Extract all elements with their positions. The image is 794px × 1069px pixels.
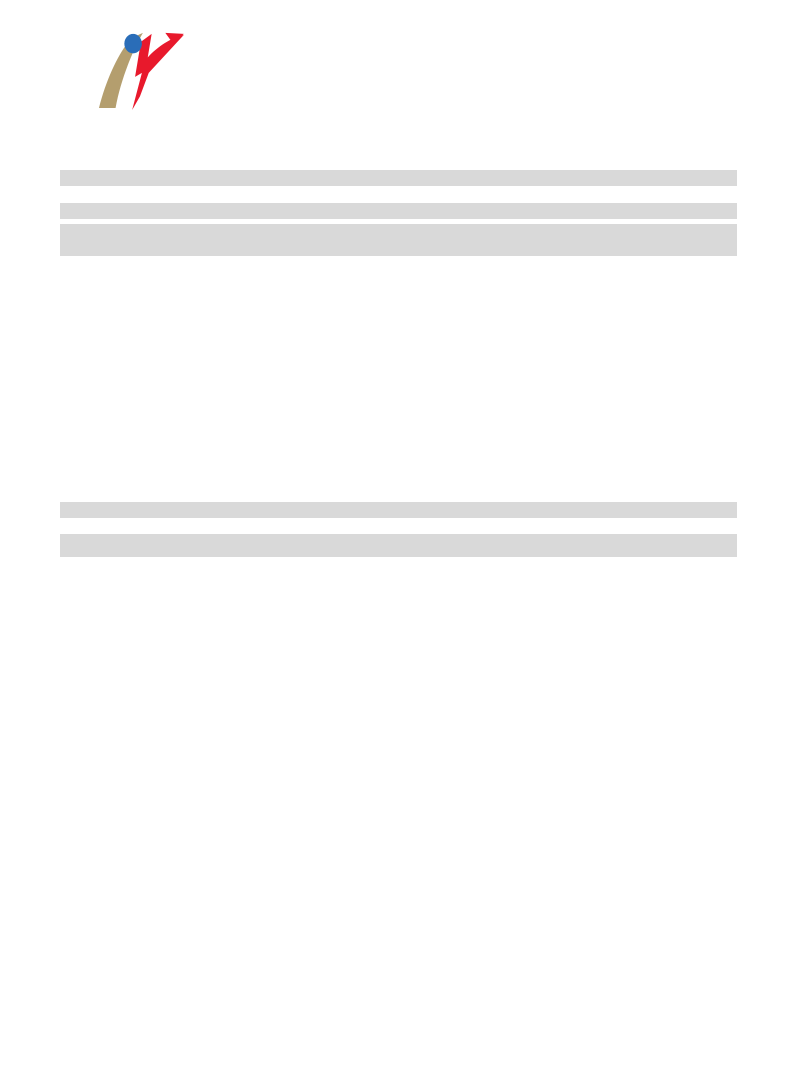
section-custom-analyse-result <box>60 240 737 256</box>
section-contact-us <box>60 534 737 557</box>
range-print-line <box>115 137 737 155</box>
particle-size-chart <box>0 262 794 476</box>
logo-blue-dot <box>124 34 142 54</box>
distribution-chart <box>0 262 794 480</box>
section-sample-information <box>60 170 737 186</box>
report-header <box>0 0 794 130</box>
data-table-header <box>60 502 737 518</box>
sample-info-row <box>60 186 737 203</box>
section-analyse-result <box>60 224 737 240</box>
winner-logo <box>88 30 188 110</box>
section-testing-information <box>60 203 737 219</box>
